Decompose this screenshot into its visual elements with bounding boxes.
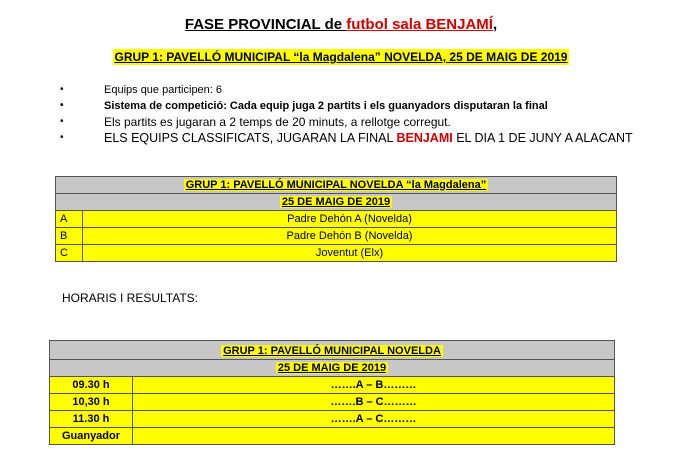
table-date	[50, 360, 615, 377]
bullet-text: Equips que participen: 6	[104, 84, 223, 96]
table-row	[50, 394, 615, 411]
table-date-row	[56, 194, 617, 211]
subtitle	[0, 48, 682, 66]
table-title	[56, 177, 617, 194]
bullet-icon: •	[60, 100, 64, 111]
bullet-item	[60, 114, 633, 130]
title-part3: ,	[492, 16, 498, 33]
match-teams: …….A – B………	[133, 377, 615, 394]
title-part1: FASE PROVINCIAL de	[184, 16, 347, 33]
match-time: 10,30 h	[50, 394, 133, 411]
page-title	[0, 16, 682, 33]
table-date-text: 25 DE MAIG DE 2019	[281, 195, 391, 208]
team-letter: C	[56, 245, 83, 262]
groups-table	[55, 176, 617, 262]
table-header-row	[56, 177, 617, 194]
match-teams: …….B – C………	[133, 394, 615, 411]
bullet-icon: •	[60, 84, 64, 95]
bullet-text: Sistema de competició: Cada equip juga 2 partits i els guanyadors disputaran la final	[104, 100, 548, 112]
table-title-text: GRUP 1: PAVELLÓ MUNICIPAL NOVELDA “la Magdalena”	[185, 178, 487, 191]
table-row	[56, 228, 617, 245]
bullet-text: Els partits es jugaran a 2 temps de 20 minuts, a rellotge corregut.	[104, 115, 451, 129]
winner-label: Guanyador	[50, 428, 133, 445]
bullet-icon: •	[60, 116, 64, 127]
bullet-icon: •	[60, 132, 64, 143]
table-row	[56, 245, 617, 262]
team-letter: B	[56, 228, 83, 245]
table-header-row	[50, 341, 615, 360]
bullet-item	[60, 98, 633, 114]
table-title	[50, 341, 615, 360]
team-name: Joventut (Elx)	[83, 245, 617, 262]
winner-value	[133, 428, 615, 445]
table-row	[56, 211, 617, 228]
team-name: Padre Dehón A (Novelda)	[83, 211, 617, 228]
table-row	[50, 411, 615, 428]
bullet-text-a: ELS EQUIPS CLASSIFICATS, JUGARAN LA FINAL	[104, 131, 397, 145]
table-row	[50, 377, 615, 394]
table-date-row	[50, 360, 615, 377]
info-bullet-list	[60, 82, 633, 146]
bullet-text-b: BENJAMI	[396, 131, 453, 145]
horaris-label: HORARIS I RESULTATS:	[62, 291, 199, 305]
match-teams: …….A – C………	[133, 411, 615, 428]
subtitle-text: GRUP 1: PAVELLÓ MUNICIPAL “la Magdalena” NOVELDA, 25 DE MAIG DE 2019	[114, 50, 568, 64]
match-time: 11.30 h	[50, 411, 133, 428]
schedule-table	[49, 340, 615, 445]
table-row	[50, 428, 615, 445]
match-time: 09.30 h	[50, 377, 133, 394]
bullet-text-c: EL DIA 1 DE JUNY A ALACANT	[452, 131, 633, 145]
team-letter: A	[56, 211, 83, 228]
title-part2: futbol sala BENJAMÍ	[346, 16, 493, 33]
table-date-text: 25 DE MAIG DE 2019	[277, 361, 387, 374]
table-date	[56, 194, 617, 211]
team-name: Padre Dehón B (Novelda)	[83, 228, 617, 245]
bullet-item	[60, 82, 633, 98]
table-title-text: GRUP 1: PAVELLÓ MUNICIPAL NOVELDA	[223, 344, 441, 357]
bullet-item	[60, 130, 633, 146]
